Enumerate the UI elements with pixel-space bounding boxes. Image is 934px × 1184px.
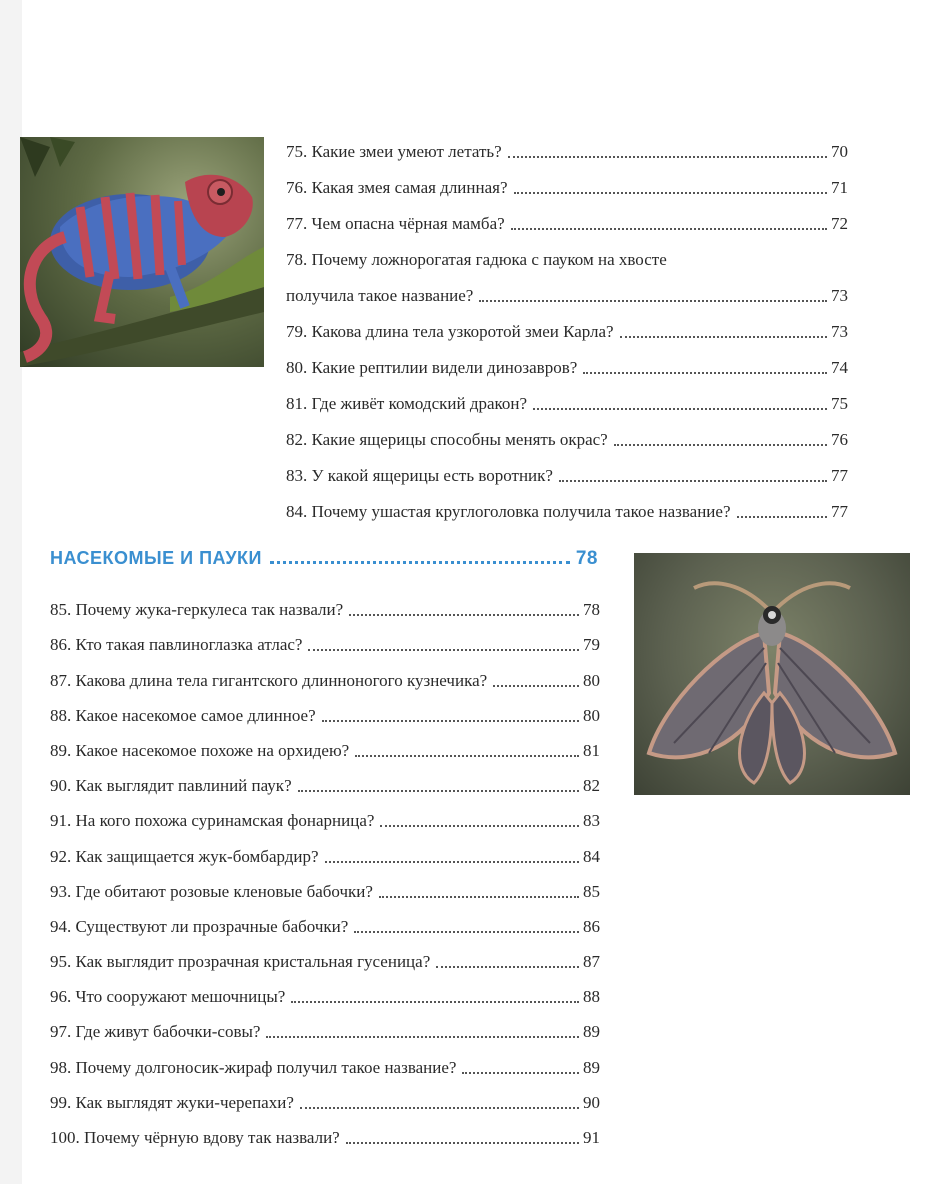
toc-page-number: 71 bbox=[831, 178, 848, 197]
toc-page-number: 84 bbox=[583, 846, 600, 866]
toc-entry[interactable] bbox=[50, 1042, 600, 1077]
toc-question: 77. Чем опасна чёрная мамба? bbox=[286, 214, 505, 233]
leader-dots bbox=[493, 685, 579, 687]
toc-question: 100. Почему чёрную вдову так назвали? bbox=[50, 1128, 340, 1147]
leader-dots bbox=[291, 1001, 579, 1003]
leader-dots bbox=[511, 228, 827, 230]
chameleon-illustration bbox=[20, 137, 264, 367]
leader-dots bbox=[583, 372, 827, 374]
moth-drawing bbox=[634, 553, 910, 795]
toc-entry[interactable] bbox=[286, 198, 848, 234]
toc-entry[interactable] bbox=[50, 937, 600, 972]
toc-page-number: 79 bbox=[583, 635, 600, 655]
toc-page-number: 86 bbox=[583, 916, 600, 936]
toc-question: 87. Какова длина тела гигантского длинноногого кузнечика? bbox=[50, 670, 488, 690]
toc-entry[interactable] bbox=[286, 126, 848, 162]
toc-entry[interactable] bbox=[50, 726, 600, 761]
toc-entry[interactable] bbox=[286, 486, 848, 522]
toc-list-reptiles bbox=[286, 126, 848, 522]
toc-page-number: 91 bbox=[583, 1128, 600, 1147]
toc-page-number: 88 bbox=[583, 987, 600, 1007]
toc-question: 84. Почему ушастая круглоголовка получила такое название? bbox=[286, 502, 731, 521]
leader-dots bbox=[266, 1036, 579, 1038]
toc-question: 80. Какие рептилии видели динозавров? bbox=[286, 358, 578, 377]
toc-entry[interactable] bbox=[286, 342, 848, 378]
toc-entry[interactable] bbox=[286, 270, 848, 306]
toc-question: 78. Почему ложнорогатая гадюка с пауком на хвосте bbox=[286, 250, 667, 269]
toc-entry[interactable] bbox=[50, 620, 600, 655]
toc-page-number: 76 bbox=[831, 430, 848, 449]
toc-page-number: 77 bbox=[831, 466, 848, 485]
leader-dots bbox=[533, 408, 827, 410]
toc-question: 79. Какова длина тела узкоротой змеи Карла? bbox=[286, 322, 614, 341]
toc-entry[interactable] bbox=[286, 414, 848, 450]
leader-dots bbox=[298, 790, 579, 792]
page-edge bbox=[0, 0, 22, 1184]
toc-entry[interactable] bbox=[50, 796, 600, 831]
leader-dots bbox=[380, 825, 579, 827]
toc-entry[interactable] bbox=[286, 378, 848, 414]
toc-page-number: 72 bbox=[831, 214, 848, 233]
toc-question: 88. Какое насекомое самое длинное? bbox=[50, 705, 316, 725]
toc-list-insects bbox=[50, 585, 600, 1148]
toc-page-number: 80 bbox=[583, 670, 600, 690]
leader-dots bbox=[346, 1142, 579, 1144]
toc-page-number: 87 bbox=[583, 952, 600, 972]
section-page-number: 78 bbox=[575, 548, 598, 569]
toc-entry[interactable] bbox=[50, 902, 600, 937]
toc-page-number: 73 bbox=[831, 322, 848, 341]
leader-dots bbox=[379, 896, 579, 898]
toc-page-number: 83 bbox=[583, 811, 600, 831]
section-leader-dots bbox=[270, 561, 570, 564]
toc-entry[interactable] bbox=[50, 691, 600, 726]
toc-entry[interactable] bbox=[50, 1078, 600, 1113]
toc-question: 96. Что сооружают мешочницы? bbox=[50, 987, 286, 1007]
leader-dots bbox=[300, 1107, 579, 1109]
leader-dots bbox=[508, 156, 827, 158]
leader-dots bbox=[559, 480, 827, 482]
toc-entry[interactable] bbox=[50, 585, 600, 620]
toc-page-number: 81 bbox=[583, 740, 600, 760]
toc-page-number: 90 bbox=[583, 1092, 600, 1112]
chameleon-drawing bbox=[20, 137, 264, 367]
toc-entry[interactable] bbox=[286, 306, 848, 342]
toc-question: 92. Как защищается жук-бомбардир? bbox=[50, 846, 319, 866]
toc-entry[interactable] bbox=[286, 450, 848, 486]
section-title: НАСЕКОМЫЕ И ПАУКИ bbox=[50, 548, 262, 568]
toc-entry[interactable] bbox=[286, 162, 848, 198]
leader-dots bbox=[514, 192, 827, 194]
toc-entry[interactable] bbox=[50, 831, 600, 866]
toc-question: 86. Кто такая павлиноглазка атлас? bbox=[50, 635, 303, 655]
leader-dots bbox=[436, 966, 579, 968]
toc-question: 90. Как выглядит павлиний паук? bbox=[50, 776, 292, 796]
toc-page-number: 82 bbox=[583, 776, 600, 796]
leader-dots bbox=[479, 300, 827, 302]
leader-dots bbox=[620, 336, 827, 338]
toc-entry[interactable] bbox=[50, 1007, 600, 1042]
toc-question: 99. Как выглядят жуки-черепахи? bbox=[50, 1092, 294, 1112]
toc-question: 98. Почему долгоносик-жираф получил такое название? bbox=[50, 1057, 457, 1077]
toc-entry[interactable] bbox=[50, 1113, 600, 1148]
leader-dots bbox=[325, 861, 579, 863]
moth-illustration bbox=[634, 553, 910, 795]
toc-entry-first-line[interactable] bbox=[286, 234, 848, 270]
leader-dots bbox=[322, 720, 579, 722]
toc-question: 97. Где живут бабочки-совы? bbox=[50, 1022, 261, 1042]
toc-question: 85. Почему жука-геркулеса так назвали? bbox=[50, 600, 344, 620]
toc-question: 82. Какие ящерицы способны менять окрас? bbox=[286, 430, 608, 449]
toc-page-number: 89 bbox=[583, 1057, 600, 1077]
toc-page-number: 74 bbox=[831, 358, 848, 377]
toc-question: 75. Какие змеи умеют летать? bbox=[286, 142, 502, 161]
toc-question: 93. Где обитают розовые кленовые бабочки? bbox=[50, 881, 373, 901]
toc-question: 91. На кого похожа суринамская фонарница? bbox=[50, 811, 375, 831]
toc-question-continuation: получила такое название? bbox=[286, 286, 474, 305]
toc-question: 94. Существуют ли прозрачные бабочки? bbox=[50, 916, 349, 936]
leader-dots bbox=[308, 649, 579, 651]
leader-dots bbox=[462, 1072, 579, 1074]
leader-dots bbox=[614, 444, 827, 446]
toc-question: 89. Какое насекомое похоже на орхидею? bbox=[50, 740, 350, 760]
toc-page-number: 75 bbox=[831, 394, 848, 413]
toc-question: 83. У какой ящерицы есть воротник? bbox=[286, 466, 553, 485]
leader-dots bbox=[355, 755, 579, 757]
toc-entry[interactable] bbox=[50, 761, 600, 796]
toc-entry[interactable] bbox=[50, 972, 600, 1007]
toc-question: 76. Какая змея самая длинная? bbox=[286, 178, 508, 197]
section-heading[interactable] bbox=[50, 548, 598, 570]
toc-question: 95. Как выглядит прозрачная кристальная гусеница? bbox=[50, 952, 431, 972]
toc-page-number: 89 bbox=[583, 1022, 600, 1042]
leader-dots bbox=[737, 516, 828, 518]
toc-page-number: 85 bbox=[583, 881, 600, 901]
leader-dots bbox=[354, 931, 579, 933]
toc-page-number: 80 bbox=[583, 705, 600, 725]
toc-page-number: 78 bbox=[583, 600, 600, 620]
toc-page-number: 70 bbox=[831, 142, 848, 161]
toc-page-number: 73 bbox=[831, 286, 848, 305]
toc-entry[interactable] bbox=[50, 655, 600, 690]
toc-page-number: 77 bbox=[831, 502, 848, 521]
toc-question: 81. Где живёт комодский дракон? bbox=[286, 394, 528, 413]
leader-dots bbox=[349, 614, 579, 616]
toc-entry[interactable] bbox=[50, 867, 600, 902]
